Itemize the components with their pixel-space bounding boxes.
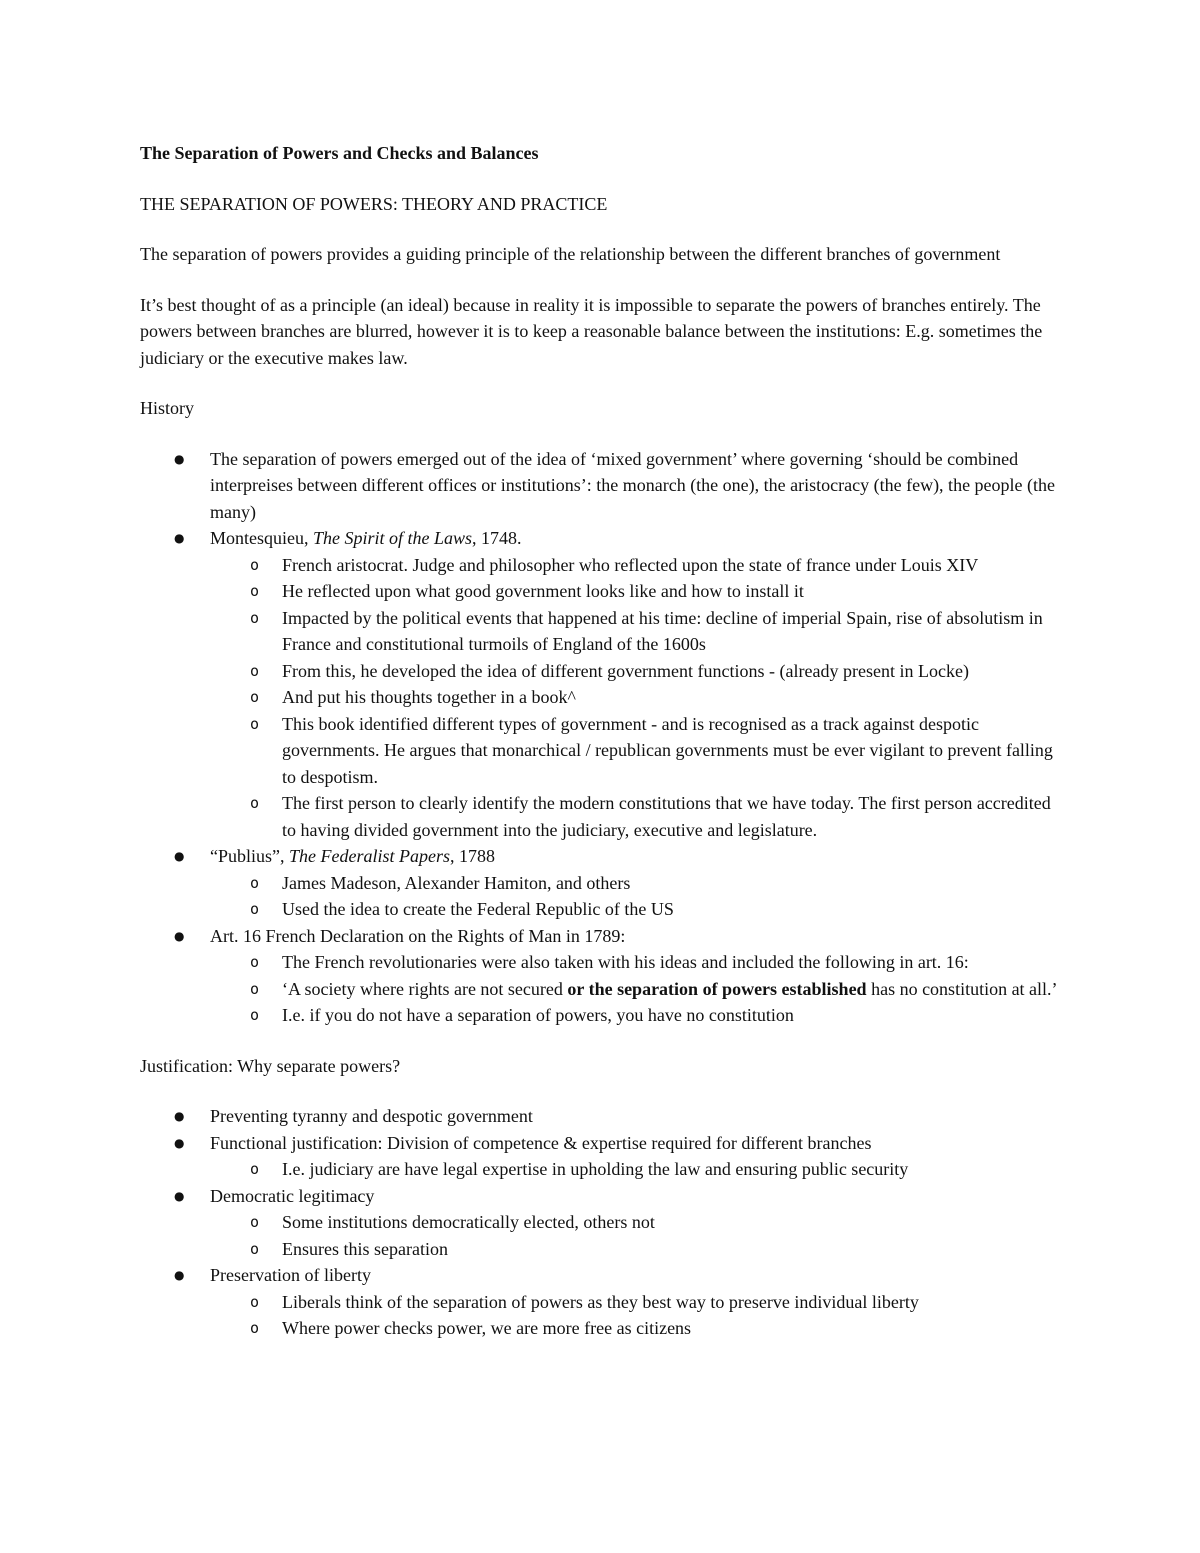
- sub-list-item: o ‘A society where rights are not secured or the separation of powers established has no constitution at all.’: [209, 976, 1060, 1003]
- sub-list-item: o Used the idea to create the Federal Republic of the US: [209, 896, 1060, 923]
- history-label: History: [140, 398, 194, 418]
- book-title: The Federalist Papers: [289, 846, 450, 866]
- sub-list-item: o The first person to clearly identify the modern constitutions that we have today. The first person accredited to having divided government into the judiciary, executive and legislature.: [209, 790, 1060, 843]
- list-item: [140, 1183, 1060, 1263]
- list-item-text: ● The separation of powers emerged out of the idea of ‘mixed government’ where governing ‘should be combined interpreises between different offices or institutions’: the monarch (the one), the aristocracy (the few), the people (the many): [210, 446, 1060, 526]
- sub-list-item: o Liberals think of the separation of powers as they best way to preserve individual liberty: [209, 1289, 1060, 1316]
- sub-list: [210, 552, 1060, 844]
- section-heading: THE SEPARATION OF POWERS: THEORY AND PRACTICE: [140, 193, 608, 214]
- list-item: [140, 843, 1060, 923]
- sub-list-item: o I.e. judiciary are have legal expertise in upholding the law and ensuring public security: [209, 1156, 1060, 1183]
- list-item-text: ● Montesquieu, The Spirit of the Laws, 1748.: [210, 525, 1060, 552]
- emphasis-text: or the separation of powers established: [567, 978, 867, 999]
- list-item-text: ● Democratic legitimacy: [210, 1183, 1060, 1210]
- sub-list-item: o He reflected upon what good government looks like and how to install it: [209, 578, 1060, 605]
- sub-list-item: o From this, he developed the idea of different government functions - (already present in Locke): [209, 658, 1060, 685]
- list-item: [140, 923, 1060, 1029]
- document-body: [140, 140, 1060, 1342]
- sub-list: [210, 949, 1060, 1029]
- document-title: The Separation of Powers and Checks and Balances: [140, 143, 539, 163]
- sub-list-item: o And put his thoughts together in a book^: [209, 684, 1060, 711]
- sub-list: [210, 1289, 1060, 1342]
- list-item: [140, 1262, 1060, 1342]
- sub-list-item: o Impacted by the political events that happened at his time: decline of imperial Spain, rise of absolutism in France and constitutional turmoils of England of the 1600s: [209, 605, 1060, 658]
- list-item: [140, 1103, 1060, 1130]
- list-item-text: ● Preventing tyranny and despotic government: [210, 1103, 1060, 1130]
- list-item-text: ● Preservation of liberty: [210, 1262, 1060, 1289]
- sub-list-item: o Where power checks power, we are more free as citizens: [209, 1315, 1060, 1342]
- sub-list-item: o James Madeson, Alexander Hamiton, and others: [209, 870, 1060, 897]
- sub-list-item: o The French revolutionaries were also taken with his ideas and included the following in art. 16:: [209, 949, 1060, 976]
- history-list: [140, 446, 1060, 1029]
- sub-list-item: o Ensures this separation: [209, 1236, 1060, 1263]
- sub-list-item: o French aristocrat. Judge and philosopher who reflected upon the state of france under Louis XIV: [209, 552, 1060, 579]
- sub-list-item: o I.e. if you do not have a separation of powers, you have no constitution: [209, 1002, 1060, 1029]
- sub-list-item: o Some institutions democratically elected, others not: [209, 1209, 1060, 1236]
- justification-list: [140, 1103, 1060, 1342]
- justification-label: Justification: Why separate powers?: [140, 1055, 401, 1076]
- sub-list: [210, 1156, 1060, 1183]
- list-item-text: ● Functional justification: Division of competence & expertise required for different branches: [210, 1130, 1060, 1157]
- paragraph-intro: The separation of powers provides a guiding principle of the relationship between the different branches of government: [140, 244, 1001, 264]
- list-item: [140, 1130, 1060, 1183]
- book-title: The Spirit of the Laws: [313, 528, 473, 548]
- list-item: [140, 525, 1060, 843]
- sub-list: [210, 870, 1060, 923]
- list-item-text: ● Art. 16 French Declaration on the Rights of Man in 1789:: [210, 923, 1060, 950]
- paragraph-principle: It’s best thought of as a principle (an ideal) because in reality it is impossible to separate the powers of branches entirely. The powers between branches are blurred, however it is to keep a reasonable balance between the institutions: E.g. sometimes the judiciary or the executive makes law.: [140, 294, 1043, 368]
- list-item-text: ● “Publius”, The Federalist Papers, 1788: [210, 843, 1060, 870]
- list-item: [140, 446, 1060, 526]
- sub-list-item: o This book identified different types of government - and is recognised as a track against despotic governments. He argues that monarchical / republican governments must be ever vigilant to prevent falling to despotism.: [209, 711, 1060, 791]
- sub-list: [210, 1209, 1060, 1262]
